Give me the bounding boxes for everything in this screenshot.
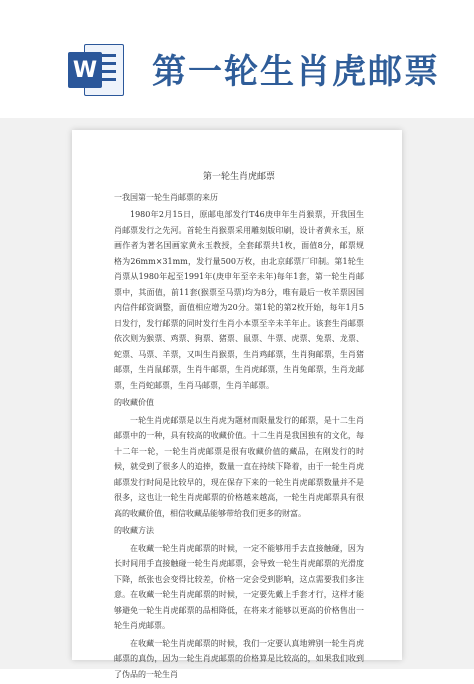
section-heading: 的收藏方法 xyxy=(114,526,154,535)
document-body xyxy=(114,170,364,684)
word-app-icon xyxy=(64,38,126,100)
paragraph: 1980年2月15日，原邮电部发行T46庚申年生肖猴票，开我国生肖邮票发行之先河。首轮生肖猴票采用雕刻版印刷，设计者黄永玉，原画作者为著名国画家黄永玉教授，全套邮票共1枚，面值8分，邮票规格为26mm×31mm，发行量500万枚，由北京邮票厂印制。第1轮生肖票从1980年起至1991年(庚申年至辛未年)每年1套，第一轮生肖邮票中，其面值，前11套(猴票至马票)均为8分，唯有最后一枚羊票因国内信件邮资调整，面值相应增为20分。第1轮的第2枚开始，每年1月5日发行，发行邮票的同时发行生肖小本票至辛未羊年止。该套生肖邮票依次则为猴票、鸡票、狗票、猪票、鼠票、牛票、虎票、兔票、龙票、蛇票、马票、羊票，又叫生肖猴票，生肖鸡邮票，生肖狗邮票，生肖猪邮票，生肖鼠邮票，生肖牛邮票，生肖虎邮票，生肖兔邮票，生肖龙邮票，生肖蛇邮票，生肖马邮票，生肖羊邮票。 xyxy=(114,210,364,390)
banner-title: 第一轮生肖虎邮票 xyxy=(152,52,440,92)
section-heading: 一我国第一轮生肖邮票的来历 xyxy=(114,192,218,202)
section-heading: 的收藏价值 xyxy=(114,398,154,407)
banner xyxy=(0,0,474,135)
document-title: 第一轮生肖虎邮票 xyxy=(202,172,275,182)
paragraph: 一轮生肖虎邮票是以生肖虎为题材而限量发行的邮票，是十二生肖邮票中的一种，具有较高的收藏价值。十二生肖是我国独有的文化，每十二年一轮，一轮生肖虎邮票是很有收藏价值的藏品，在刚发行的时候，就受到了很多人的追捧，数量一直在持续下降着，由于一轮生肖虎邮票发行时间是比较早的，现在保存下来的一轮生肖虎邮票数量并不是很多，这也让一轮生肖虎邮票的价格越来越高，一轮生肖虎邮票具有很高的收藏价值，相信收藏品能够带给我们更多的财富。 xyxy=(114,415,364,518)
word-icon-badge: W xyxy=(68,52,102,88)
paragraph: 在收藏一轮生肖虎邮票的时候，一定不能够用手去直接触碰，因为长时间用手直接触碰一轮生肖虎邮票，会导致一轮生肖虎邮票的光滑度下降，纸张也会变得比较差，价格一定会受到影响，这点需要我们多注意。在收藏一轮生肖虎邮票的时候，一定要先戴上手套才行，这样才能够避免一轮生肖虎邮票的品相降低，在将来才能够以更高的价格售出一轮生肖虎邮票。 xyxy=(114,543,364,630)
document-page xyxy=(72,130,402,679)
paragraph: 在收藏一轮生肖虎邮票的时候，我们一定要认真地辨别一轮生肖虎邮票的真伪，因为一轮生肖虎邮票的价格算是比较高的，如果我们收到了伪品的一轮生肖 xyxy=(114,638,364,679)
